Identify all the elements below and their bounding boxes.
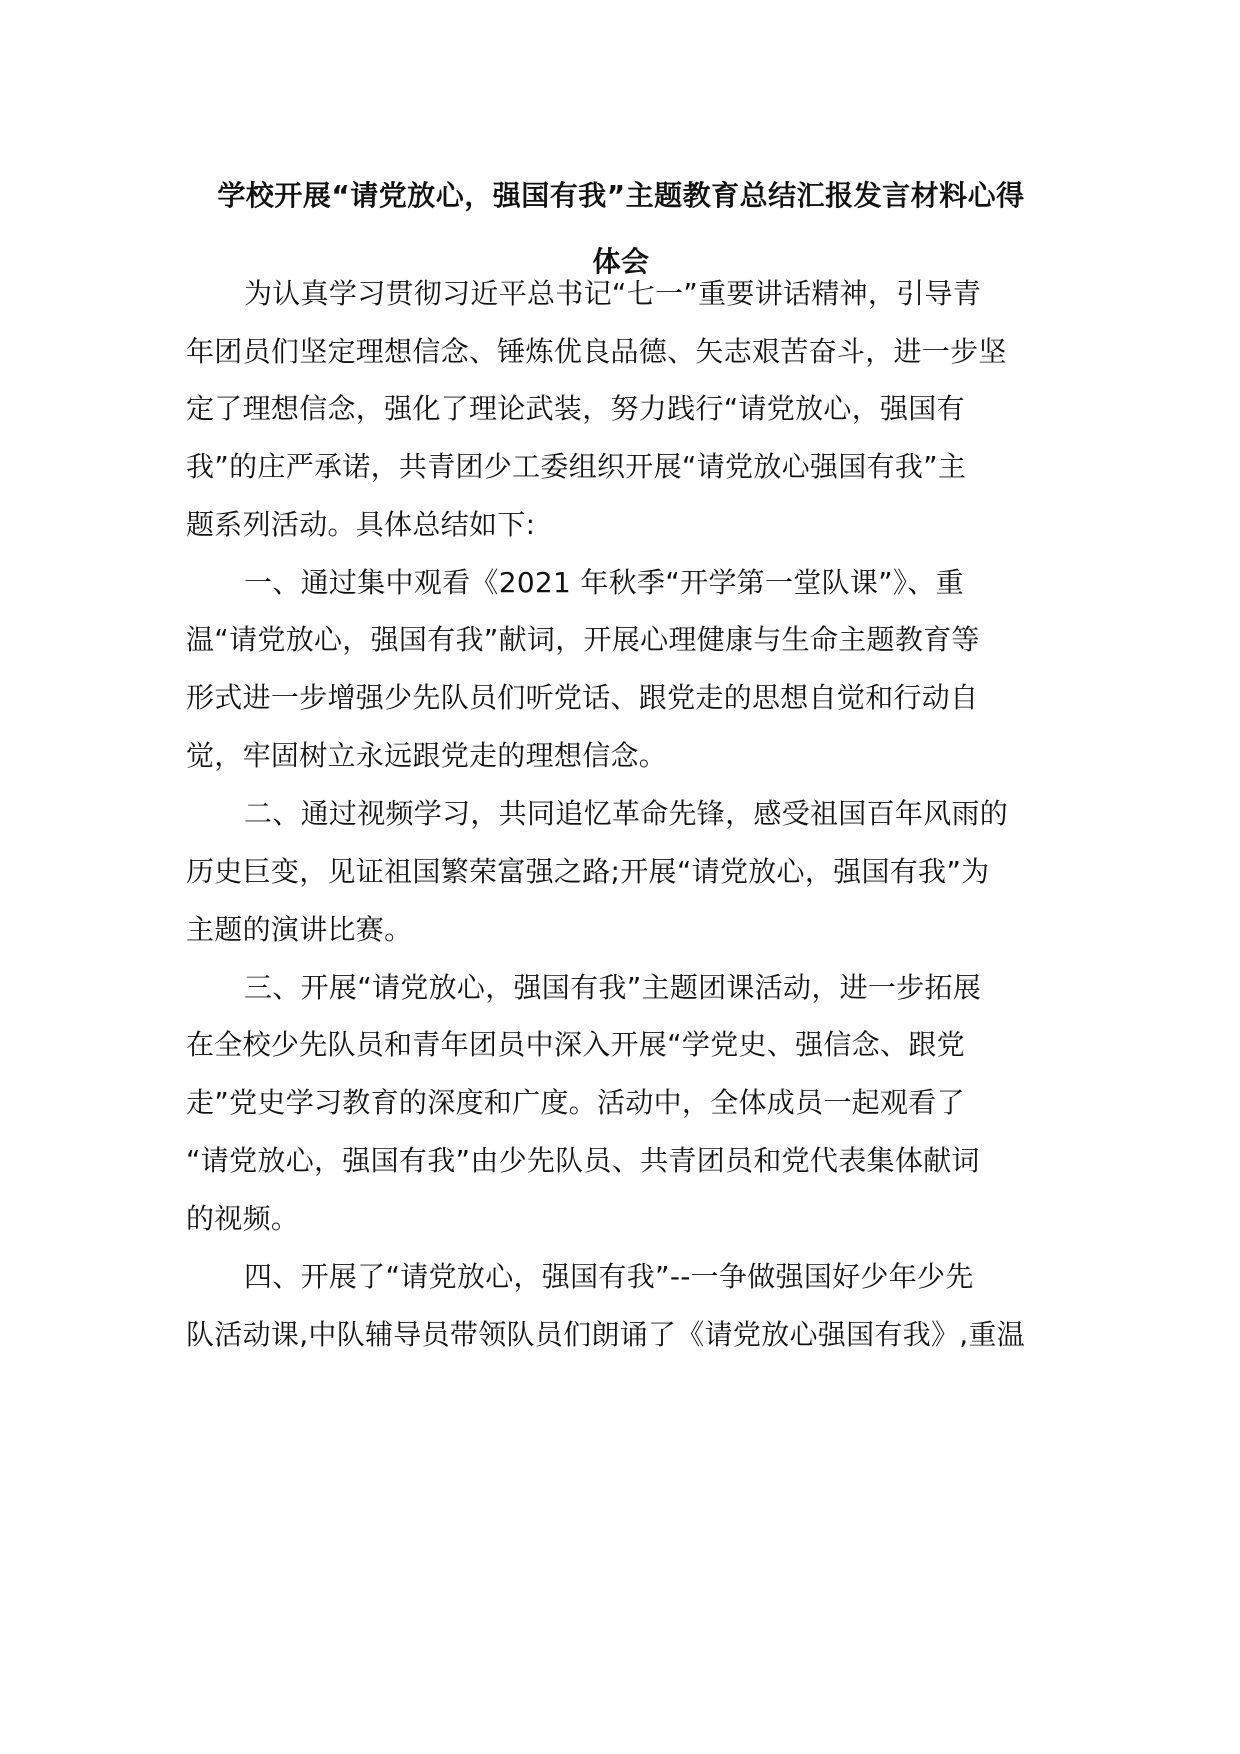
document-title: 学校开展“请党放心，强国有我”主题教育总结汇报发言材料心得	[217, 179, 1025, 212]
paragraph-line: 一、通过集中观看《2021 年秋季“开学第一堂队课”》、重	[244, 566, 964, 599]
paragraph-line: 温“请党放心，强国有我”献词，开展心理健康与生命主题教育等	[186, 623, 980, 656]
paragraph-line: 题系列活动。具体总结如下:	[186, 508, 536, 541]
paragraph-line: 三、开展“请党放心，强国有我”主题团课活动，进一步拓展	[244, 971, 982, 1004]
document-title-continued: 体会	[592, 245, 650, 278]
paragraph-line: 形式进一步增强少先队员们听党话、跟党走的思想自觉和行动自	[186, 681, 979, 714]
paragraph-line: 为认真学习贯彻习近平总书记“七一”重要讲话精神，引导青	[244, 277, 982, 310]
paragraph-line: 队活动课,中队辅导员带领队员们朗诵了《请党放心强国有我》,重温	[186, 1318, 1026, 1351]
paragraph-line: 的视频。	[186, 1202, 300, 1235]
paragraph-line: 我”的庄严承诺，共青团少工委组织开展“请党放心强国有我”主	[186, 450, 967, 483]
paragraph-line: “请党放心，强国有我”由少先队员、共青团员和党代表集体献词	[186, 1144, 980, 1177]
paragraph-line: 走”党史学习教育的深度和广度。活动中，全体成员一起观看了	[186, 1086, 965, 1119]
paragraph-line: 在全校少先队员和青年团员中深入开展“学党史、强信念、跟党	[186, 1028, 965, 1061]
paragraph-line: 主题的演讲比赛。	[186, 913, 413, 946]
paragraph-line: 年团员们坚定理想信念、锤炼优良品德、矢志艰苦奋斗，进一步坚	[186, 335, 1007, 368]
paragraph-line: 觉，牢固树立永远跟党走的理想信念。	[186, 739, 668, 772]
paragraph-line: 四、开展了“请党放心，强国有我”--一争做强国好少年少先	[244, 1260, 974, 1293]
paragraph-line: 历史巨变，见证祖国繁荣富强之路;开展“请党放心，强国有我”为	[186, 855, 990, 888]
paragraph-line: 定了理想信念，强化了理论武装，努力践行“请党放心，强国有	[186, 392, 965, 425]
paragraph-line: 二、通过视频学习，共同追忆革命先锋，感受祖国百年风雨的	[244, 797, 1009, 830]
